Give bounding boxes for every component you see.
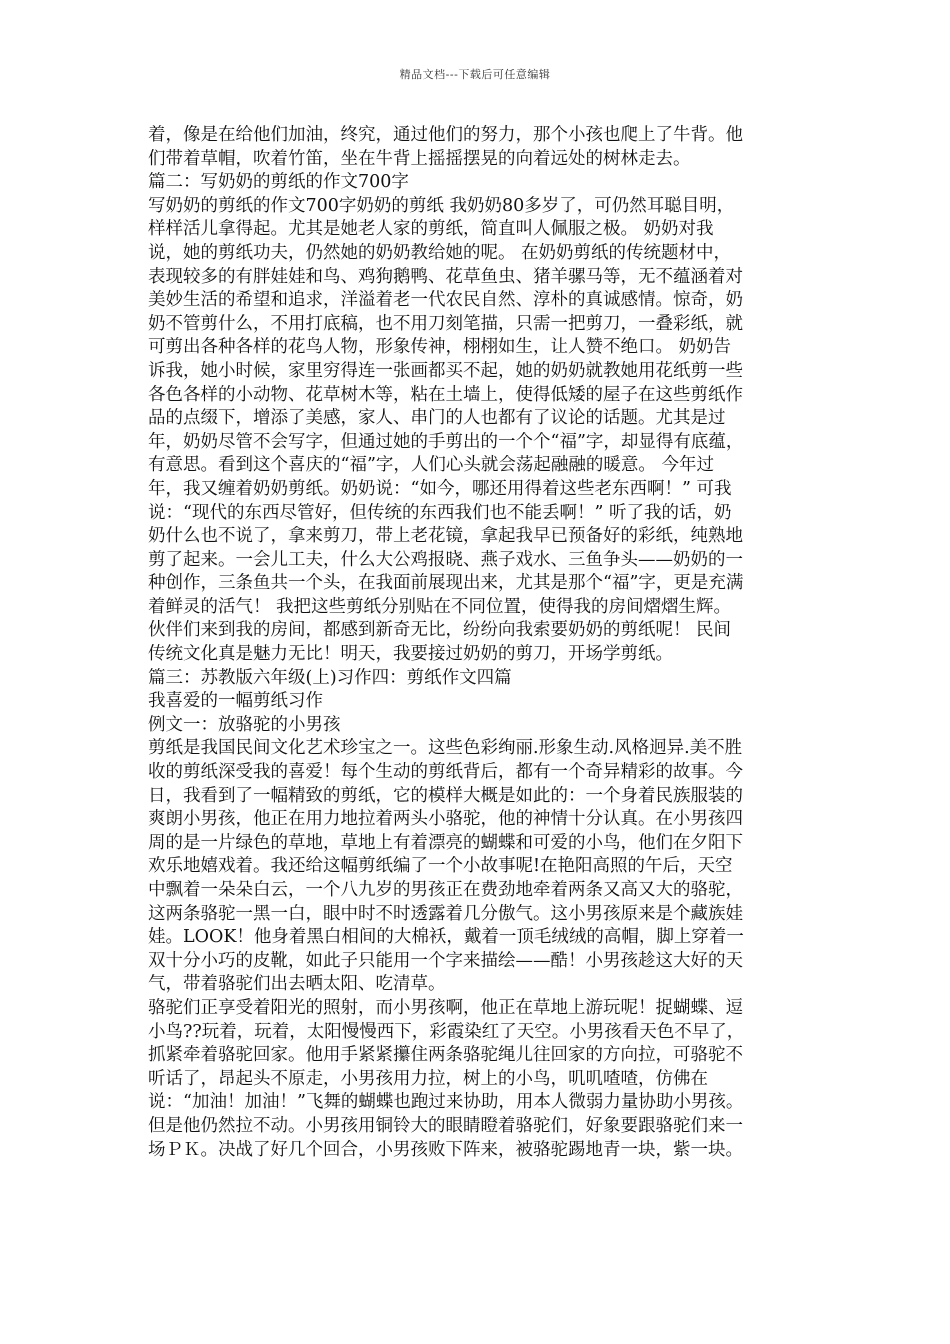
text-line: 日，我看到了一幅精致的剪纸，它的模样大概是如此的：一个身着民族服装的 — [148, 785, 743, 806]
text-line: 气，带着骆驼们出去晒太阳、吃清草。 — [148, 974, 446, 995]
text-line: 品的点缀下，增添了美感，家人、串门的人也都有了议论的话题。尤其是过 — [148, 408, 726, 429]
subheading: 我喜爱的一幅剪纸习作 — [148, 691, 323, 712]
text-line: 可剪出各种各样的花鸟人物，形象传神，栩栩如生，让人赞不绝口。 奶奶告 — [148, 337, 732, 358]
text-line: 着鲜灵的活气！ 我把这些剪纸分别贴在不同位置，使得我的房间熠熠生辉。 — [148, 596, 732, 617]
text-line: 美妙生活的希望和追求，洋溢着老一代农民自然、淳朴的真诚感情。惊奇，奶 — [148, 290, 743, 311]
text-line: 说，她的剪纸功夫，仍然她的奶奶教给她的呢。 在奶奶剪纸的传统题材中， — [148, 242, 732, 263]
text-line: 们带着草帽，吹着竹笛，坐在牛背上摇摇摆晃的向着远处的树林走去。 — [148, 148, 691, 169]
text-line: 各色各样的小动物、花草树木等，粘在土墙上，使得低矮的屋子在这些剪纸作 — [148, 384, 743, 405]
text-line: 小鸟??玩着，玩着，太阳慢慢西下，彩霞染红了天空。小男孩看天色不早了， — [148, 1021, 745, 1042]
text-line: 剪纸是我国民间文化艺术珍宝之一。这些色彩绚丽.形象生动.风格迥异.美不胜 — [148, 738, 743, 759]
text-line: 中飘着一朵朵白云，一个八九岁的男孩正在费劲地牵着两条又高又大的骆驼， — [148, 880, 743, 900]
text-line: 场ＰＫ。决战了好几个回合，小男孩败下阵来，被骆驼踢地青一块，紫一块。 — [148, 1139, 743, 1160]
text-line: 种创作，三条鱼共一个头，在我面前展现出来，尤其是那个“福”字，更是充满 — [148, 573, 744, 594]
text-line: 但是他仍然拉不动。小男孩用铜铃大的眼睛瞪着骆驼们，好象要跟骆驼们来一 — [148, 1115, 743, 1136]
text-line: 传统文化真是魅力无比！明天，我要接过奶奶的剪刀，开场学剪纸。 — [148, 644, 673, 665]
text-line: 抓紧牵着骆驼回家。他用手紧紧攥住两条骆驼绳儿往回家的方向拉，可骆驼不 — [148, 1045, 743, 1066]
text-line: 奶不管剪什么，不用打底稿，也不用刀刻笔描，只需一把剪刀，一叠彩纸，就 — [148, 313, 743, 334]
text-line: 剪了起来。一会儿工夫，什么大公鸡报晓、燕子戏水、三鱼争头——奶奶的一 — [148, 549, 743, 570]
text-line: 年，奶奶尽管不会写字，但通过她的手剪出的一个个“福”字，却显得有底蕴， — [148, 431, 744, 452]
text-line: 表现较多的有胖娃娃和鸟、鸡狗鹅鸭、花草鱼虫、猪羊骡马等，无不蕴涵着对 — [148, 266, 743, 287]
text-line: 这两条骆驼一黑一白，眼中时不时透露着几分傲气。这小男孩原来是个藏族娃 — [148, 903, 743, 924]
text-line: 写奶奶的剪纸的作文700字奶奶的剪纸 我奶奶80多岁了，可仍然耳聪目明， — [148, 195, 735, 216]
text-line: 欢乐地嬉戏着。我还给这幅剪纸编了一个小故事呢!在艳阳高照的午后，天空 — [148, 856, 733, 877]
page-header: 精品文档---下载后可任意编辑 — [399, 68, 551, 81]
text-line: 奶什么也不说了，拿来剪刀，带上老花镜，拿起我早已预备好的彩纸，纯熟地 — [148, 526, 743, 547]
text-line: 收的剪纸深受我的喜爱！每个生动的剪纸背后，都有一个奇异精彩的故事。今 — [148, 762, 743, 783]
section-heading: 篇三：苏教版六年级(上)习作四：剪纸作文四篇 — [148, 667, 512, 688]
text-line: 年，我又缠着奶奶剪纸。奶奶说：“如今，哪还用得着这些老东西啊！” 可我 — [148, 478, 732, 499]
text-line: 听话了，昂起头不原走，小男孩用力拉，树上的小鸟，叽叽喳喳，仿佛在 — [148, 1068, 708, 1089]
subheading: 例文一：放骆驼的小男孩 — [148, 714, 341, 735]
text-line: 样样活儿拿得起。尤其是她老人家的剪纸，简直叫人佩服之极。 奶奶对我 — [148, 219, 714, 240]
section-heading: 篇二：写奶奶的剪纸的作文700字 — [148, 172, 409, 193]
text-line: 说：“现代的东西尽管好，但传统的东西我们也不能丢啊！” 听了我的话，奶 — [148, 502, 732, 523]
text-line: 说：“加油！加油！”飞舞的蝴蝶也跑过来协助，用本人微弱力量协助小男孩。 — [148, 1092, 744, 1113]
text-line: 双十分小巧的皮靴，如此子只能用一个字来描绘——酷！小男孩趁这大好的天 — [148, 950, 743, 971]
text-line: 诉我，她小时候，家里穷得连一张画都买不起，她的奶奶就教她用花纸剪一些 — [148, 360, 743, 381]
document-body — [148, 124, 804, 1162]
text-line: 着，像是在给他们加油，终究，通过他们的努力，那个小孩也爬上了牛背。他 — [148, 125, 743, 145]
text-line: 骆驼们正享受着阳光的照射，而小男孩啊，他正在草地上游玩呢！捉蝴蝶、逗 — [148, 997, 743, 1018]
text-line: 伙伴们来到我的房间，都感到新奇无比，纷纷向我索要奶奶的剪纸呢！ 民间 — [148, 620, 732, 641]
text-line: 有意思。看到这个喜庆的“福”字，人们心头就会荡起融融的暖意。 今年过 — [148, 455, 714, 476]
text-line: 爽朗小男孩，他正在用力地拉着两头小骆驼，他的神情十分认真。在小男孩四 — [148, 809, 743, 830]
text-line: 娃。LOOK！他身着黑白相间的大棉袄，戴着一顶毛绒绒的高帽，脚上穿着一 — [148, 927, 744, 948]
text-line: 周的是一片绿色的草地，草地上有着漂亮的蝴蝶和可爱的小鸟，他们在夕阳下 — [148, 832, 743, 853]
